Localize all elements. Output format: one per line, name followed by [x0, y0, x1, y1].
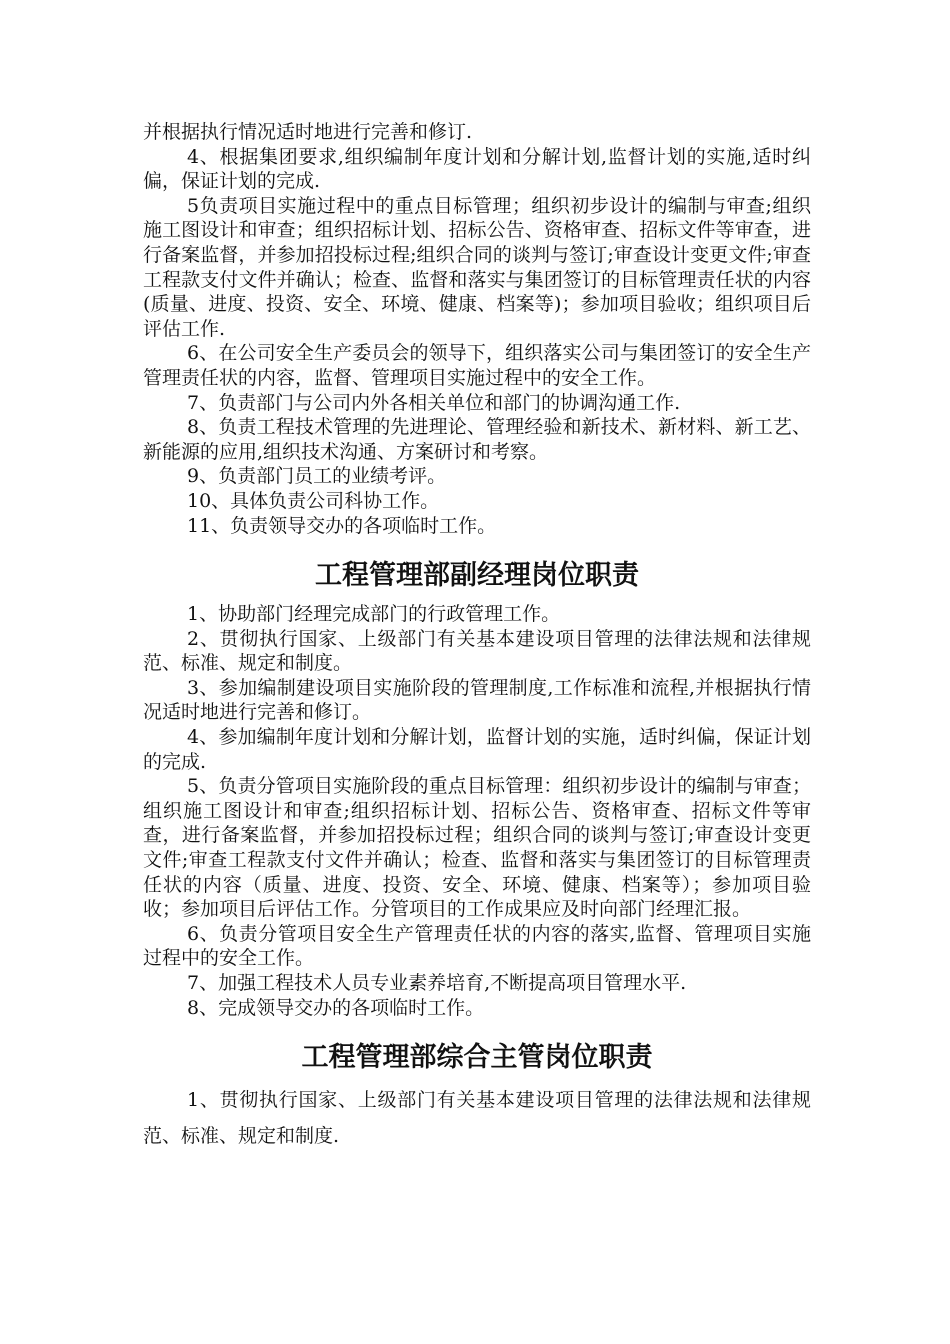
paragraph: 10、具体负责公司科协工作。: [187, 489, 440, 512]
paragraph: 1、贯彻执行国家、上级部门有关基本建设项目管理的法律法规和法律规范、标准、规定和制度.: [143, 1089, 811, 1148]
paragraph: 9、负责部门员工的业绩考评。: [187, 465, 447, 488]
document-body: [143, 120, 811, 1154]
paragraph: 7、负责部门与公司内外各相关单位和部门的协调沟通工作.: [187, 391, 681, 414]
section-general-supervisor: [143, 1082, 811, 1154]
paragraph: 11、负责领导交办的各项临时工作。: [187, 514, 497, 537]
paragraph: 并根据执行情况适时地进行完善和修订.: [143, 121, 473, 143]
paragraph: 8、负责工程技术管理的先进理论、管理经验和新技术、新材料、新工艺、新能源的应用,组织技术沟通、方案研讨和考察。: [143, 416, 811, 463]
section-top: [143, 120, 811, 538]
paragraph: 3、参加编制建设项目实施阶段的管理制度,工作标准和流程,并根据执行情况适时地进行完善和修订。: [143, 676, 811, 724]
section-heading-general-supervisor: 工程管理部综合主管岗位职责: [301, 1042, 653, 1074]
section-deputy-manager: [143, 602, 811, 1020]
paragraph: 5负责项目实施过程中的重点目标管理；组织初步设计的编制与审查;组织施工图设计和审查；组织招标计划、招标公告、资格审查、招标文件等审查，进行备案监督，并参加招投标过程;组织合同的谈判与签订;审查设计变更文件;审查工程款支付文件并确认；检查、监督和落实与集团签订的目标管理责任状的内容(质量、进度、投资、安全、环境、健康、档案等)；参加项目验收；组织项目后评估工作.: [143, 194, 811, 340]
paragraph: 6、负责分管项目安全生产管理责任状的内容的落实,监督、管理项目实施过程中的安全工作。: [143, 922, 811, 970]
paragraph: 1、协助部门经理完成部门的行政管理工作。: [187, 603, 561, 626]
paragraph: 5、负责分管项目实施阶段的重点目标管理：组织初步设计的编制与审查；组织施工图设计和审查;组织招标计划、招标公告、资格审查、招标文件等审查，进行备案监督，并参加招投标过程；组织合同的谈判与签订;审查设计变更文件;审查工程款支付文件并确认；检查、监督和落实与集团签订的目标管理责任状的内容（质量、进度、投资、安全、环境、健康、档案等）；参加项目验收；参加项目后评估工作。分管项目的工作成果应及时向部门经理汇报。: [143, 775, 811, 921]
section-heading-deputy-manager: 工程管理部副经理岗位职责: [315, 560, 639, 592]
paragraph: 4、参加编制年度计划和分解计划，监督计划的实施，适时纠偏，保证计划的完成.: [143, 726, 811, 773]
paragraph: 6、在公司安全生产委员会的领导下，组织落实公司与集团签订的安全生产管理责任状的内容，监督、管理项目实施过程中的安全工作。: [143, 342, 811, 389]
paragraph: 7、加强工程技术人员专业素养培育,不断提高项目管理水平.: [187, 972, 687, 994]
paragraph: 4、根据集团要求,组织编制年度计划和分解计划,监督计划的实施,适时纠偏，保证计划的完成.: [143, 145, 811, 193]
paragraph: 8、完成领导交办的各项临时工作。: [187, 996, 485, 1019]
paragraph: 2、贯彻执行国家、上级部门有关基本建设项目管理的法律法规和法律规范、标准、规定和制度。: [143, 627, 811, 675]
